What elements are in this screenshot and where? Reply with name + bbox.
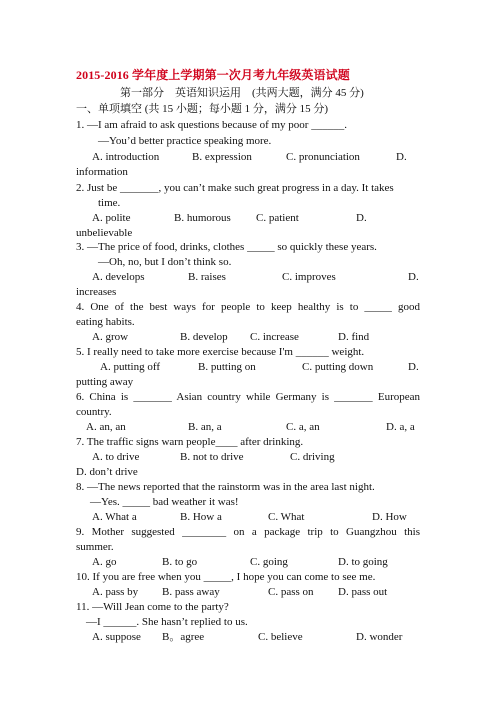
question-7-option-c: C. driving: [290, 451, 335, 463]
question-4-option-c: C. increase: [250, 331, 299, 343]
question-8-option-b: B. How a: [180, 511, 222, 523]
question-7-option-a: A. to drive: [92, 451, 140, 463]
question-4-option-a: A. grow: [92, 331, 129, 343]
question-6-option-d: D. a, a: [386, 421, 415, 433]
question-1-option-a: A. introduction: [92, 151, 160, 163]
question-5-option-d-text: putting away: [76, 376, 134, 388]
question-8-option-d: D. How: [372, 511, 407, 523]
question-4-option-d: D. find: [338, 331, 370, 343]
question-9-option-d: D. to going: [338, 556, 388, 568]
question-10-option-d: D. pass out: [338, 586, 388, 598]
question-3-stem: 3. —The price of food, drinks, clothes _____ so quickly these years.: [76, 241, 377, 253]
question-5-option-d: D.: [408, 361, 419, 373]
exam-title: 2015-2016 学年度上学期第一次月考九年级英语试题: [76, 68, 350, 82]
part-header: 第一部分 英语知识运用 (共两大题，满分 45 分): [120, 87, 364, 99]
question-3-reply: —Oh, no, but I don’t think so.: [98, 256, 232, 268]
question-3-option-d-text: increases: [76, 286, 117, 298]
question-8-reply: —Yes. _____ bad weather it was!: [90, 496, 239, 508]
question-5-option-c: C. putting down: [302, 361, 374, 373]
question-4-stem-cont: eating habits.: [76, 316, 135, 328]
question-3-option-d: D.: [408, 271, 419, 283]
question-11-reply: —I ______. She hasn’t replied to us.: [86, 616, 248, 628]
question-7-option-d: D. don’t drive: [76, 466, 138, 478]
question-6-stem-cont: country.: [76, 406, 112, 418]
question-11-option-b: B。agree: [162, 631, 205, 643]
question-5-stem: 5. I really need to take more exercise because I'm ______ weight.: [76, 346, 365, 358]
question-9-stem-cont: summer.: [76, 541, 114, 553]
question-10-option-b: B. pass away: [162, 586, 220, 598]
question-4-option-b: B. develop: [180, 331, 228, 343]
question-2-option-d-text: unbelievable: [76, 227, 133, 239]
question-11-option-d: D. wonder: [356, 631, 403, 643]
question-1-option-c: C. pronunciation: [286, 151, 360, 163]
question-2-stem: 2. Just be _______, you can’t make such great progress in a day. It takes: [76, 182, 394, 194]
question-8-stem: 8. —The news reported that the rainstorm was in the area last night.: [76, 481, 375, 493]
question-2-option-b: B. humorous: [174, 212, 231, 224]
section-header: 一、单项填空 (共 15 小题；每小题 1 分，满分 15 分): [76, 103, 329, 115]
question-6-option-b: B. an, a: [188, 421, 222, 433]
question-2-stem-cont: time.: [98, 197, 121, 209]
question-1-stem: 1. —I am afraid to ask questions because of my poor ______.: [76, 119, 347, 131]
question-4-stem: 4. One of the best ways for people to keep healthy is to _____ good: [76, 301, 420, 313]
question-2-option-a: A. polite: [92, 212, 131, 224]
question-11-option-c: C. believe: [258, 631, 303, 643]
question-9-stem: 9. Mother suggested ________ on a package trip to Guangzhou this: [76, 526, 420, 538]
question-6-stem: 6. China is _______ Asian country while Germany is _______ European: [76, 391, 420, 403]
question-2-option-c: C. patient: [256, 212, 299, 224]
question-9-option-b: B. to go: [162, 556, 198, 568]
question-8-option-a: A. What a: [92, 511, 137, 523]
question-10-option-a: A. pass by: [92, 586, 139, 598]
question-3-option-c: C. improves: [282, 271, 336, 283]
question-1-option-b: B. expression: [192, 151, 252, 163]
question-6-option-c: C. a, an: [286, 421, 320, 433]
question-10-option-c: C. pass on: [268, 586, 314, 598]
question-11-option-a: A. suppose: [92, 631, 141, 643]
question-3-option-a: A. develops: [92, 271, 145, 283]
question-8-option-c: C. What: [268, 511, 305, 523]
question-1-option-d: D.: [396, 151, 407, 163]
question-9-option-c: C. going: [250, 556, 288, 568]
question-2-option-d: D.: [356, 212, 367, 224]
question-10-stem: 10. If you are free when you _____, I hope you can come to see me.: [76, 571, 376, 583]
question-5-option-b: B. putting on: [198, 361, 256, 373]
question-3-option-b: B. raises: [188, 271, 226, 283]
question-7-stem: 7. The traffic signs warn people____ after drinking.: [76, 436, 304, 448]
question-9-option-a: A. go: [92, 556, 117, 568]
question-1-option-d-text: information: [76, 166, 128, 178]
question-11-stem: 11. —Will Jean come to the party?: [76, 601, 229, 613]
question-7-option-b: B. not to drive: [180, 451, 244, 463]
question-5-option-a: A. putting off: [100, 361, 160, 373]
question-1-reply: —You’d better practice speaking more.: [98, 135, 272, 147]
question-6-option-a: A. an, an: [86, 421, 126, 433]
